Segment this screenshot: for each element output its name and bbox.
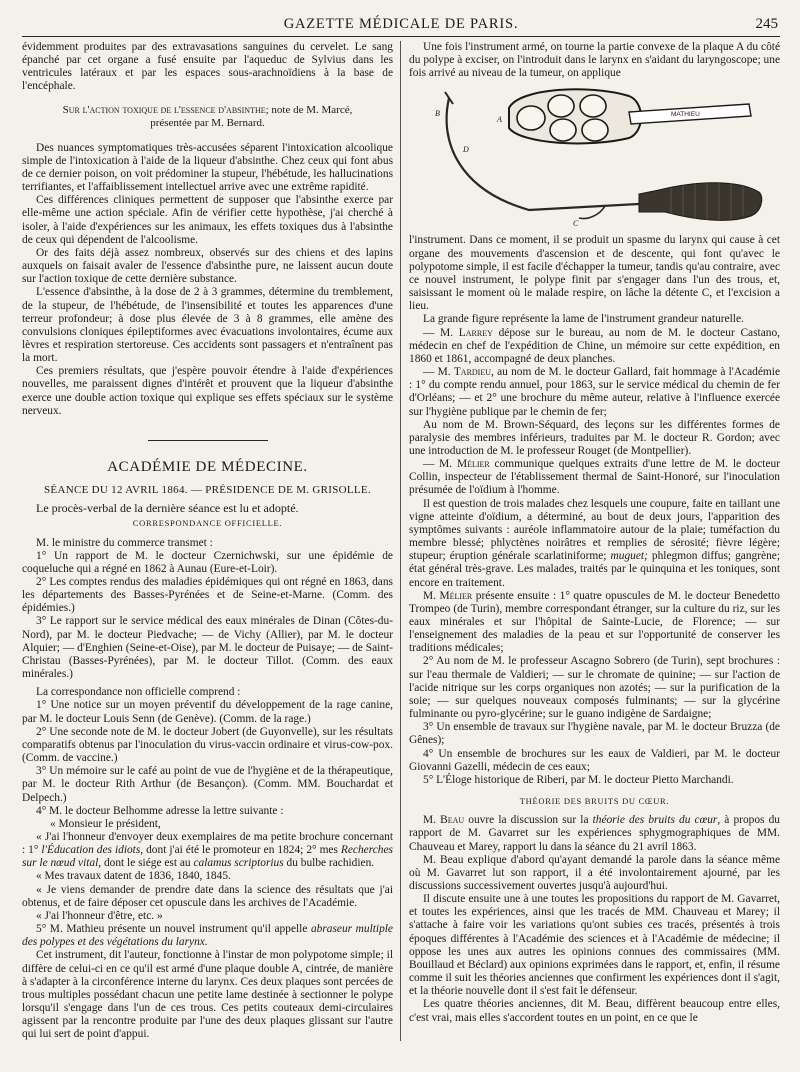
paragraph: Ces premiers résultats, que j'espère pouvoir étendre à l'aide d'expériences nouvelles, me paraissent dignes d'intérêt et prouvent que la liqueur d'absinthe exerce une double action toxique qui explique ses effets spéciaux sur le système nerveux.	[22, 365, 393, 417]
italic-title: Recherches sur le nœud vital	[22, 844, 393, 870]
paragraph	[409, 498, 780, 590]
paragraph: La grande figure représente la lame de l'instrument grandeur naturelle.	[423, 313, 744, 326]
running-head	[22, 14, 780, 37]
note-title-main: Sur l'action toxique de l'essence d'absinthe;	[62, 103, 269, 116]
instrument-handle	[639, 183, 762, 221]
paragraph	[409, 458, 780, 497]
paragraph: Des nuances symptomatiques très-accusées séparent l'intoxication alcoolique simple de l'intoxication à l'aide de la liqueur d'absinthe. Chez ceux qui font abus de ce dernier poison, on voit prédominer la stupeur, l'hébétude, les hallucinations terrifiantes, et l'affaiblissement intellectuel arrive avec une extrême rapidité.	[22, 141, 393, 194]
speaker-name: Beau	[440, 814, 465, 827]
paragraph: 4° Un ensemble de brochures sur les eaux de Valdieri, par M. le docteur Giovanni Gazelli, médecin de ces eaux;	[409, 747, 780, 773]
paragraph: « Monsieur le président,	[50, 817, 161, 830]
paragraph: 3° Un mémoire sur le café au point de vue de l'hygiène et de la thérapeutique, par M. le docteur Rith Arthur (de Besançon). (Comm. MM. Bouchardat et Delpech.)	[22, 765, 393, 804]
paragraph: Ces différences cliniques permettent de supposer que l'absinthe exerce par elle-même une action spéciale. Afin de vérifier cette hypothèse, j'ai cherché à isoler, à l'aide d'expériences sur les animaux, les effets toxiques dus à l'absinthe de ceux qui dépendent de l'alcoolisme.	[22, 194, 393, 246]
italic-term: calamus scriptorius	[193, 857, 284, 870]
paragraph: l'instrument. Dans ce moment, il se produit un spasme du larynx qui cause à cet organe des mouvements d'ascension et de descente, qui font qu'avec le polypotome simple, il est facile d'échapper la tumeur, tandis qu'au contraire, avec ce nouvel instrument, le polype finit par s'engager dans l'un des trous, et, saisissant le moment où le malade respire, on lâche la détente C, et l'excision a lieu.	[409, 234, 780, 313]
paragraph: 3° Un ensemble de travaux sur l'hygiène navale, par M. le docteur Bruzza (de Gênes);	[409, 721, 780, 747]
figure-label-b: B	[435, 109, 440, 119]
note-title-presenter: présentée par M. Bernard.	[150, 116, 265, 129]
italic-title: théorie des bruits du cœur	[592, 814, 718, 827]
paragraph	[409, 327, 780, 366]
plate-hole	[517, 106, 545, 130]
figure-label-a: A	[497, 115, 502, 125]
subheading: CORRESPONDANCE OFFICIELLE.	[132, 518, 283, 529]
paragraph: Une fois l'instrument armé, on tourne la partie convexe de la plaque A du côté du polype à exciser, on l'introduit dans le larynx en s'aidant du laryngoscope; une fois arrivé au niveau de la tumeur, on applique	[409, 41, 780, 80]
text-run: phlegmon diffus; gangrène; état général très-grave. Les malades, traités par le quinquina et les toniques, sont encore en traitement.	[409, 550, 780, 589]
paragraph: 3° Le rapport sur le service médical des eaux minérales de Dinan (Côtes-du-Nord), par M. le docteur Piedvache; — de Vichy (Allier), par M. le docteur Alquier; — d'Enghien (Seine-et-Oise), par M. le docteur de Puisaye; — de Saint-Christau (Basses-Pyrénées), par M. le docteur Tillot. (Comm. des eaux minérales.)	[22, 615, 393, 681]
text-run: 5° M. Mathieu présente un nouvel instrument qu'il appelle	[36, 923, 311, 936]
subheading: THÉORIE DES BRUITS DU CŒUR.	[519, 796, 670, 807]
two-column-body	[22, 41, 780, 1041]
paragraph: 1° Une notice sur un moyen préventif du développement de la rage canine, par M. le docteur Louis Senn (de Genève). (Comm. de la rage.)	[22, 699, 393, 725]
paragraph: Cet instrument, dit l'auteur, fonctionne à l'instar de mon polypotome simple; il diffère de celui-ci en ce qu'il est armé d'une plaque double A, cintrée, de manière à s'adapter à la circonférence interne du larynx. Ces deux plaques sont percées de trous multiples possédant chacun une petite lame destinée à sectionner le polype lorsqu'il s'engage dans l'un de ces trous. Ces petits couteaux demi-circulaires agissent par la rencontre produite par l'une des deux plaques glissant sur l'autre qui lui sert de point d'appui.	[22, 949, 393, 1041]
speaker-name: Mélier	[439, 589, 473, 602]
text-run: communique quelques extraits d'une lettre de M. le docteur Collin, inspecteur de l'établissement thermal de Saint-Honoré, sur l'inoculation présumée de l'oïdium à l'homme.	[409, 458, 780, 497]
section-heading: ACADÉMIE DE MÉDECINE.	[107, 458, 308, 475]
paragraph: 2° Au nom de M. le professeur Ascagno Sobrero (de Turin), sept brochures : sur l'eau thermale de Valdieri; — sur le chromate de quinine; — sur l'action de l'acide nitrique sur les corps organiques non azotés; — sur la purification de la soie; — sur quelques nouveaux composés fulminants; — sur la glycérine fulminante ou pyro-glycérine; sur le guano indigène de Sardaigne;	[409, 655, 780, 721]
paragraph: évidemment produites par des extravasations sanguines du cervelet. Le sang épanché par cet organe a fusé ensuite par l'aqueduc de Sylvius dans les ventricules latéraux et par les espaces sous-arachnoïdiens à la base de l'encéphale.	[22, 41, 393, 93]
speaker-name: Mélier	[456, 458, 490, 471]
page-number: 245	[755, 16, 778, 32]
plate-hole	[580, 95, 606, 117]
minutes-line: Le procès-verbal de la dernière séance est lu et adopté.	[36, 501, 299, 516]
paragraph: Il discute ensuite une à une toutes les propositions du rapport de M. Gavarret, et toutes les expériences, ainsi que les tracés de MM. Chauveau et Marey; il s'attache à faire voir les variations qu'ont subies ces tracés, présentés à trois époques différentes à l'Académie des sciences et à l'Académie de médecine; il oppose les unes aux autres les opinions connues des commissaires (MM. Bouillaud et Béclard) aux opinions exprimées dans le rapport, et, enfin, il résume comme il suit les théories anciennes que confirment les expériences dont il s'agit, et la théorie nouvelle dont il s'est fait le défenseur.	[409, 893, 780, 998]
section-divider	[148, 440, 268, 441]
text-run: — M.	[423, 458, 457, 471]
paragraph	[409, 590, 780, 656]
paragraph: 5° L'Éloge historique de Riberi, par M. le docteur Pietto Marchandi.	[423, 773, 734, 786]
paragraph: 2° Une seconde note de M. le docteur Jobert (de Guyonvelle), sur les résultats comparatifs obtenus par l'inoculation du virus-vaccin ordinaire et virus-cow-pox. (Comm. de vaccine.)	[22, 725, 393, 765]
figure-label-c: C	[573, 219, 579, 229]
text-run: M.	[423, 814, 441, 827]
polypotome-engraving	[409, 82, 777, 228]
text-run: présente ensuite : 1° quatre opuscules de M. le docteur Benedetto Trompeo (de Turin), membre correspondant étranger, sur la culture du riz, sur les eaux minérales et sur l'hôpital de Sainte-Lucie, de Florence; — sur l'enseignement des maladies de la peau et sur l'opportunité de conserver les traditions médicales;	[409, 589, 781, 655]
plate-hole	[550, 119, 576, 141]
text-run: Il est question de trois malades chez lesquels une coupure, faite en taillant une vigne atteinte d'oïdium, a déterminé, au bout de deux jours, l'apparition des symptômes suivants : auréole inflammatoire autour de la plaie; tuméfaction du membre blessé; phlyctènes noirâtres et remplies de sérosité; fièvre légère; stupeur; éruption générale scarlatiniforme;	[409, 497, 780, 563]
left-column	[22, 41, 400, 1041]
text-run: dépose sur le bureau, au nom de M. le docteur Castano, médecin en chef de l'expédition de Chine, un mémoire sur cette expédition, en 1860 et 1861, accompagné de deux planches.	[409, 326, 780, 365]
plate-hole	[548, 95, 574, 117]
text-run: ouvre la discussion sur la	[464, 814, 593, 827]
paragraph: La correspondance non officielle comprend :	[36, 686, 241, 699]
paragraph: 1° Un rapport de M. le docteur Czernichwski, sur une épidémie de coqueluche qui a régné en 1862 à Aunau (Eure-et-Loir).	[22, 549, 393, 575]
paragraph: M. Beau explique d'abord qu'ayant demandé la parole dans la séance même où M. Gavarret lut son rapport, il a été involontairement ajourné, par les discussions successivement ouvertes jusqu'à aujourd'hui.	[409, 853, 780, 892]
text-run: , dont j'ai été le promoteur en 1824; 2° mes	[140, 844, 341, 857]
instrument-figure	[409, 82, 780, 228]
italic-term: muguet;	[610, 550, 648, 563]
speaker-name: Tardieu	[453, 366, 492, 379]
paragraph: Les quatre théories anciennes, dit M. Beau, diffèrent beaucoup entre elles, c'est vrai, mais elles s'accordent toutes en un point, en ce que le	[409, 998, 780, 1024]
paragraph	[22, 923, 393, 949]
plate-hole	[582, 119, 608, 141]
text-run: du bulbe rachidien.	[283, 857, 375, 870]
paragraph: Au nom de M. Brown-Séquard, des leçons sur les différentes formes de paralysie des membres inférieurs, traduites par M. le docteur R. Gordon; avec une introduction de M. le professeur Rouget (de Montpellier).	[409, 418, 780, 457]
paragraph: « Mes travaux datent de 1836, 1840, 1845.	[36, 870, 231, 883]
text-run: — M.	[423, 366, 454, 379]
paragraph	[22, 831, 393, 870]
italic-instrument-name: abraseur multiple des polypes et des végétations du larynx.	[22, 923, 393, 949]
speaker-name: Larrey	[458, 326, 493, 339]
paragraph	[409, 814, 780, 853]
note-title-author: note de M. Marcé,	[268, 103, 353, 116]
publication-title: GAZETTE MÉDICALE DE PARIS.	[283, 16, 519, 32]
paragraph: Or des faits déjà assez nombreux, observés sur des chiens et des lapins auxquels on faisait avaler de l'essence d'absinthe pure, ne laissent aucun doute sur l'action toxique de cette dernière substance.	[22, 246, 393, 286]
text-run: , dont le siége est au	[98, 857, 194, 870]
text-run: — M.	[423, 326, 459, 339]
paragraph: « Je viens demander de prendre date dans la science des résultats que j'ai obtenus, et de faire déposer cet opuscule dans les archives de l'Académie.	[22, 883, 393, 909]
paragraph: « J'ai l'honneur d'être, etc. »	[36, 909, 163, 922]
paragraph: M. le ministre du commerce transmet :	[36, 536, 213, 549]
italic-title: l'Éducation des idiots	[41, 844, 141, 857]
text-run: , à propos du rapport de M. Gavarret sur les expériences sphygmographiques de MM. Chauveau et Marey, rapport lu dans la séance du 21 avril 1863.	[409, 814, 780, 853]
text-run: , au nom de M. le docteur Gallard, fait hommage à l'Académie : 1° du compte rendu annuel, pour 1863, sur le service médical du chemin de fer d'Orléans; — et 2° une brochure du même auteur, relative à l'influence exercée sur l'hygiène publique par le chemin de fer;	[409, 366, 780, 418]
note-title	[22, 104, 393, 130]
paragraph: 4° M. le docteur Belhomme adresse la lettre suivante :	[36, 804, 284, 817]
session-line: SÉANCE DU 12 AVRIL 1864. — PRÉSIDENCE DE M. GRISOLLE.	[44, 484, 371, 497]
paragraph	[409, 366, 780, 419]
maker-stamp: MATHIEU	[671, 111, 700, 119]
text-run: M.	[423, 589, 440, 602]
right-column	[400, 41, 780, 1041]
figure-label-d: D	[463, 145, 469, 155]
paragraph: 2° Les comptes rendus des maladies épidémiques qui ont régné en 1863, dans les départements des Basses-Pyrénées et de Seine-et-Marne. (Comm. des épidémies.)	[22, 576, 393, 615]
paragraph: L'essence d'absinthe, à la dose de 2 à 3 grammes, détermine du tremblement, de la stupeur, de l'hébétude, de l'insensibilité et toutes les apparences d'une terreur profondeur; à dose plus élevée de 3 à 8 grammes, elle amène des convulsions cloniques épileptiformes avec évacuations involontaires, écume aux lèvres et respiration stertoreuse. Ces accidents sont passagers et n'entraînent pas la mort.	[22, 286, 393, 365]
text-run: « J'ai l'honneur d'envoyer deux exemplaires de ma petite brochure concernant : 1°	[22, 830, 393, 857]
